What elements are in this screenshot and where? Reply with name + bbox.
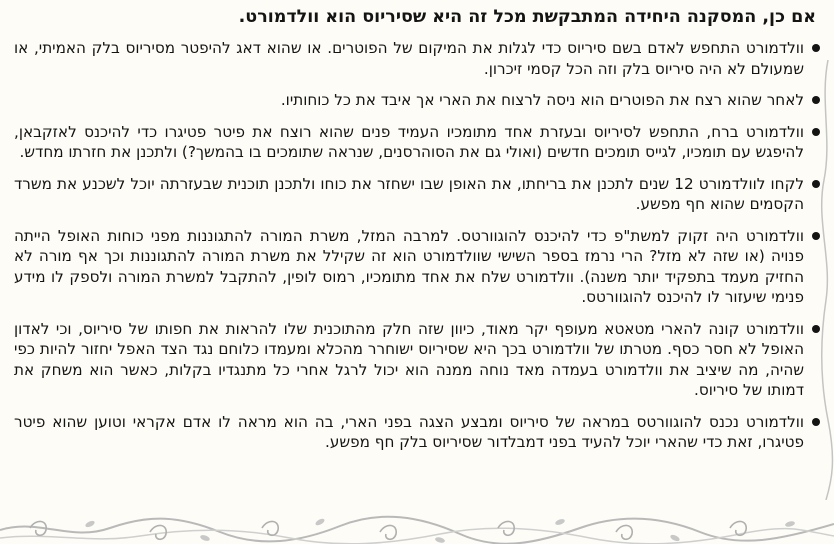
list-item-text: וולדמורט קונה להארי מטאטא מעופף יקר מאוד, כיוון שזה חלק מהתוכנית שלו להראות את חפותו של סיריוס, וכי לאדון האופל לא חסר כסף. מטרתו של וולדמורט בכך היא שסיריוס ישוחרר מהכלא ומעמדו כלוחם נגד הצד האפל יחזור להיות כפי שהיה, מה שיציב את וולדמורט בעמדה מאד נוחה ממנה הוא יכול לרגל אחרי כל מתנגדיו בקלות, כאשר הוא משחק את דמותו של סיריוס. [14,319,804,399]
list-item-text: וולדמורט התחפש לאדם בשם סיריוס כדי לגלות את המיקום של הפוטרים. או שהוא דאג להיפטר מסיריוס בלק האמיתי, או שמעולם לא היה סיריוס בלק וזה הכל קסמי זיכרון. [14,39,804,78]
bullet-icon [812,44,820,52]
bottom-vine-ornament-icon [0,488,834,544]
argument-list [14,38,824,453]
conclusion-heading: אם כן, המסקנה היחידה המתבקשת מכל זה היא שסיריוס הוא וולדמורט. [238,7,816,27]
list-item-text: לקחו לוולדמורט 12 שנים לתכנן את בריחתו, את האופן שבו ישחזר את כוחו ולתכנן תוכנית שבעזרתה יוכל לשכנע את משרד הקסמים שהוא חף מפשע. [14,174,805,213]
side-vine-ornament-icon [818,60,834,500]
list-item [14,90,824,111]
list-item-text: וולדמורט נכנס להוגוורטס במראה של סיריוס ומבצע הצגה בפני הארי, בה הוא מראה לו אדם אקראי וטוען שהוא פיטר פטיגרו, זאת כדי שהארי יוכל להעיד בפני דמבלדור שסיריוס בלק חף מפשע. [14,412,804,451]
list-item [14,174,824,215]
list-item [14,319,824,401]
list-item [14,412,824,453]
list-item-text: וולדמורט היה זקוק למשת"פ כדי להיכנס להוגוורטס. למרבה המזל, משרת המורה להתגוננות מפני כוחות האופל הייתה פנויה (או שזה לא מזל? הרי נרמז בספר השישי שוולדמורט הוא זה שקילל את משרת המורה להתגוננות וכך אף מורה לא החזיק מעמד בתפקיד יותר משנה). וולדמורט שלח את אחד מתומכיו, רמוס לופין, להתקבל למשרת המורה ולספק לו מידע פנימי שיעזור לו להיכנס להוגוורטס. [14,226,804,306]
list-item-text: לאחר שהוא רצח את הפוטרים הוא ניסה לרצוח את הארי אך איבד את כל כוחותיו. [280,91,804,109]
list-item-text: וולדמורט ברח, התחפש לסיריוס ובעזרת אחד מתומכיו העמיד פנים שהוא רוצח את פיטר פטיגרו כדי להיכנס לאזקבאן, להיפגש עם תומכיו, לגייס תומכים חדשים (ואולי גם את הסוהרסנים, שנראה שתומכים בו בהמשך?) ולתכנן את חזרתו מחדש. [14,122,804,161]
list-item [14,122,824,163]
list-item [14,226,824,308]
list-item [14,38,824,79]
